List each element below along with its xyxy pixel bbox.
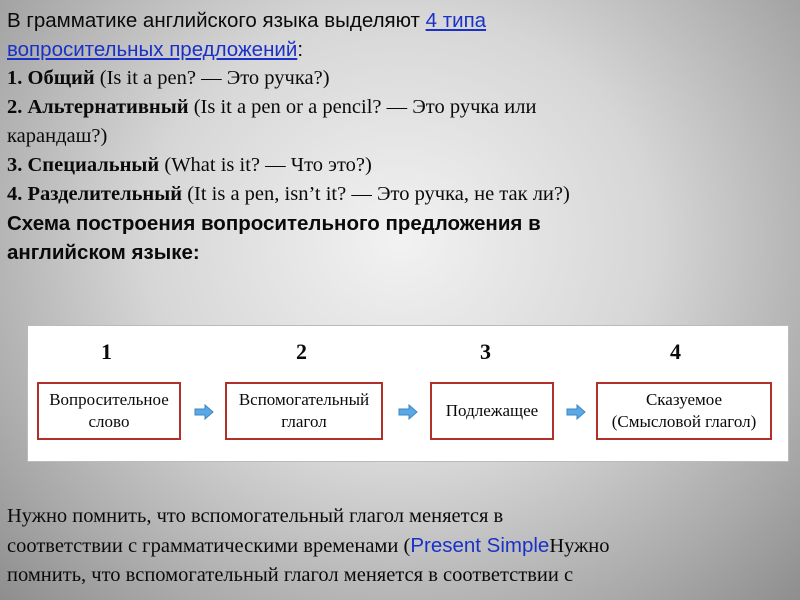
step-box-predicate <box>596 382 772 440</box>
arrow-right-icon <box>398 404 418 420</box>
slide-text <box>7 6 793 267</box>
intro-text: В грамматике английского языка выделяют <box>7 9 426 32</box>
types-link-part2[interactable]: вопросительных предложений <box>7 38 298 61</box>
step-box-question-word <box>37 382 181 440</box>
intro-line-2 <box>7 35 793 64</box>
step-number: 4 <box>670 339 681 364</box>
type-label: 3. Специальный <box>7 154 160 176</box>
step-box-subject <box>430 382 554 440</box>
step-label: (Смысловой глагол) <box>611 412 757 431</box>
question-structure-diagram <box>27 325 789 462</box>
type-example: (What is it? — Что это?) <box>159 154 372 176</box>
arrow-right-icon <box>194 404 214 420</box>
type-example: (Is it a pen or a pencil? — Это ручка или <box>188 96 537 118</box>
schema-heading-line-1: Схема построения вопросительного предложения в <box>7 212 541 235</box>
type-item-special <box>7 151 793 180</box>
type-item-disjunctive <box>7 180 793 209</box>
bottom-text-part: Нужно <box>549 535 610 557</box>
type-label: 1. Общий <box>7 67 95 89</box>
type-item-alternative <box>7 93 793 122</box>
type-label: 4. Разделительный <box>7 183 183 205</box>
type-example: (It is a pen, isn’t it? — Это ручка, не так ли?) <box>182 183 570 205</box>
type-item-alternative-cont <box>7 122 793 151</box>
type-example: (Is it a pen? — Это ручка?) <box>94 67 330 89</box>
bottom-line-1: Нужно помнить, что вспомогательный глагол меняется в <box>7 505 504 527</box>
type-example: карандаш?) <box>7 125 108 147</box>
step-box-auxiliary-verb <box>225 382 383 440</box>
step-label: слово <box>88 412 130 431</box>
bottom-text <box>7 502 793 590</box>
intro-colon: : <box>297 38 304 61</box>
step-label: Вопросительное <box>49 390 169 409</box>
type-item-general <box>7 64 793 93</box>
bottom-text-part: соответствии с грамматическими временами ( <box>7 535 411 557</box>
step-label: глагол <box>281 412 327 431</box>
step-label: Сказуемое <box>645 390 723 409</box>
bottom-line-2 <box>7 531 793 561</box>
step-number: 3 <box>480 339 491 364</box>
types-link-part1[interactable]: 4 типа <box>425 9 487 32</box>
step-number: 2 <box>296 339 307 364</box>
type-label: 2. Альтернативный <box>7 96 189 118</box>
present-simple-link[interactable]: Present Simple <box>410 534 550 557</box>
step-label: Подлежащее <box>445 401 539 420</box>
intro-line-1 <box>7 6 793 35</box>
step-label: Вспомогательный <box>238 390 370 409</box>
step-number: 1 <box>101 339 112 364</box>
schema-heading-line-2: английском языке: <box>7 241 200 264</box>
bottom-line-3: помнить, что вспомогательный глагол меняется в соответствии с <box>7 564 574 586</box>
arrow-right-icon <box>566 404 586 420</box>
